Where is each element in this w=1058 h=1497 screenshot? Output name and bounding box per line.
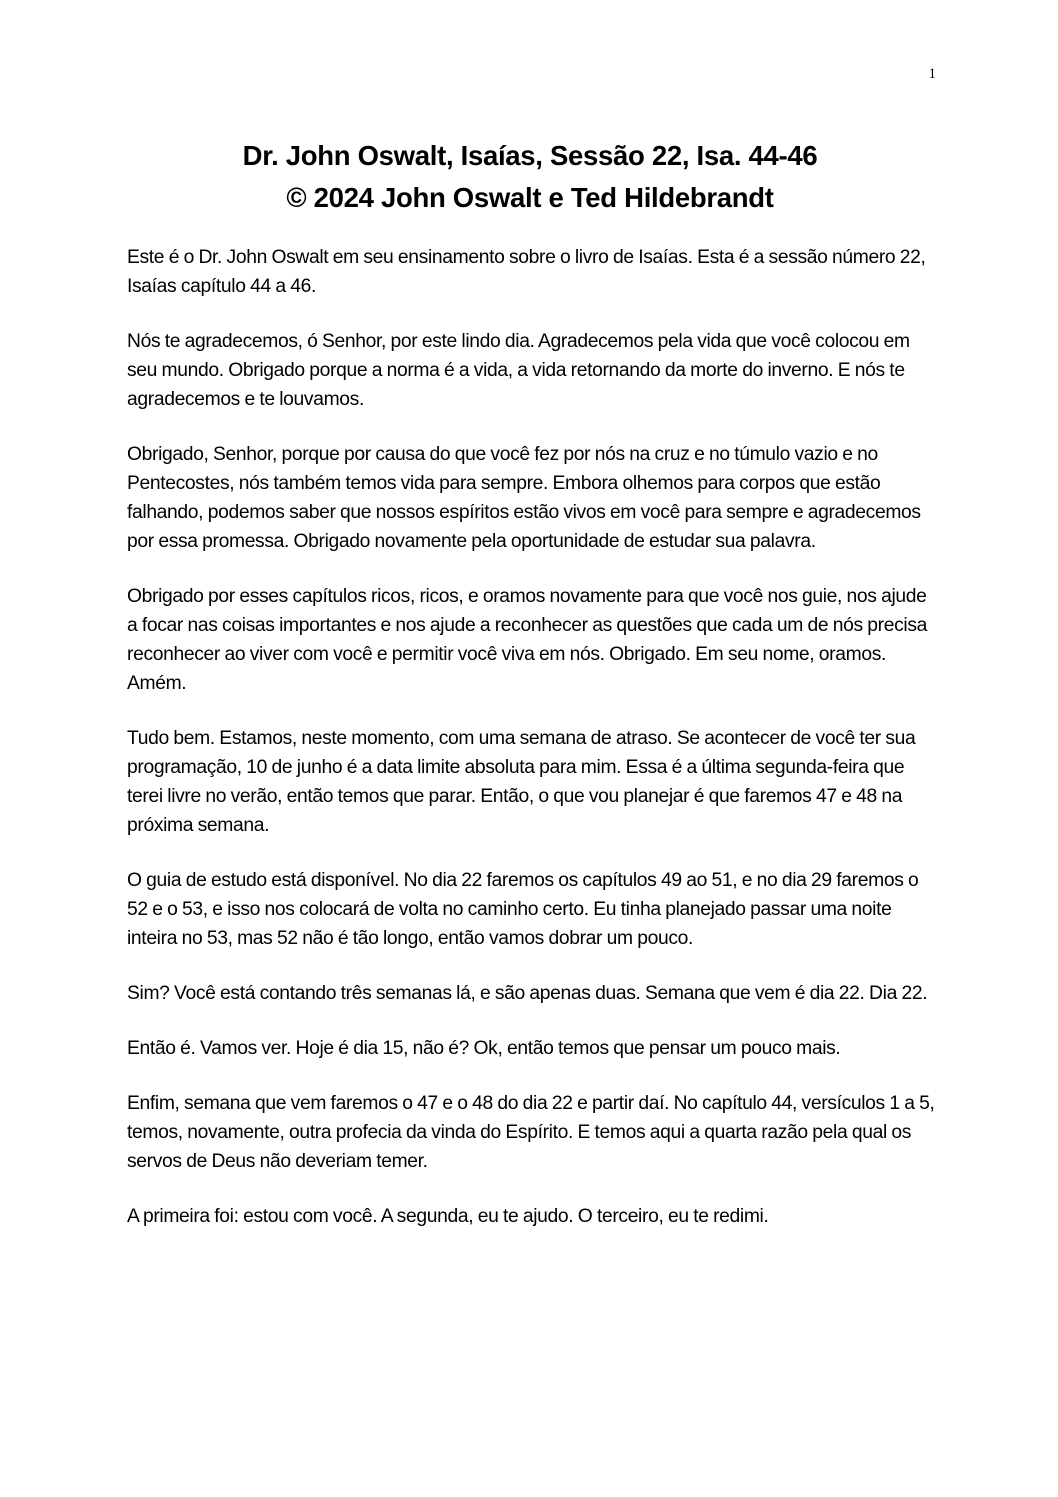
paragraph: Então é. Vamos ver. Hoje é dia 15, não é? Ok, então temos que pensar um pouco mais.: [127, 1038, 841, 1059]
title-line-1: Dr. John Oswalt, Isaías, Sessão 22, Isa. 44-46: [242, 140, 818, 171]
paragraph: Enfim, semana que vem faremos o 47 e o 48 do dia 22 e partir daí. No capítulo 44, versículos 1 a 5, temos, novamente, outra profecia da vinda do Espírito. E temos aqui a quarta razão pela qual os servos de Deus não deveriam temer.: [127, 1093, 935, 1172]
title-line-2: © 2024 John Oswalt e Ted Hildebrandt: [286, 182, 774, 213]
paragraph: Sim? Você está contando três semanas lá, e são apenas duas. Semana que vem é dia 22. Dia 22.: [127, 983, 928, 1004]
paragraph: Obrigado, Senhor, porque por causa do que você fez por nós na cruz e no túmulo vazio e no Pentecostes, nós também temos vida para sempre. Embora olhemos para corpos que estão falhando, podemos saber que nossos espíritos estão vivos em você para sempre e agradecemos por essa promessa. Obrigado novamente pela oportunidade de estudar sua palavra.: [127, 444, 921, 552]
document-title: [80, 135, 980, 219]
page-number: 1: [928, 66, 936, 82]
paragraph: Este é o Dr. John Oswalt em seu ensinamento sobre o livro de Isaías. Esta é a sessão número 22, Isaías capítulo 44 a 46.: [127, 247, 926, 297]
paragraph: Obrigado por esses capítulos ricos, ricos, e oramos novamente para que você nos guie, nos ajude a focar nas coisas importantes e nos ajude a reconhecer as questões que cada um de nós precisa reconhecer ao viver com você e permitir você viva em nós. Obrigado. Em seu nome, oramos. Amém.: [127, 586, 927, 694]
paragraph: Nós te agradecemos, ó Senhor, por este lindo dia. Agradecemos pela vida que você colocou em seu mundo. Obrigado porque a norma é a vida, a vida retornando da morte do inverno. E nós te agradecemos e te louvamos.: [127, 331, 910, 410]
document-body: [127, 243, 939, 1257]
paragraph: O guia de estudo está disponível. No dia 22 faremos os capítulos 49 ao 51, e no dia 29 faremos o 52 e o 53, e isso nos colocará de volta no caminho certo. Eu tinha planejado passar uma noite inteira no 53, mas 52 não é tão longo, então vamos dobrar um pouco.: [127, 870, 919, 949]
paragraph: Tudo bem. Estamos, neste momento, com uma semana de atraso. Se acontecer de você ter sua programação, 10 de junho é a data limite absoluta para mim. Essa é a última segunda-feira que terei livre no verão, então temos que parar. Então, o que vou planejar é que faremos 47 e 48 na próxima semana.: [127, 728, 916, 836]
paragraph: A primeira foi: estou com você. A segunda, eu te ajudo. O terceiro, eu te redimi.: [127, 1206, 769, 1227]
